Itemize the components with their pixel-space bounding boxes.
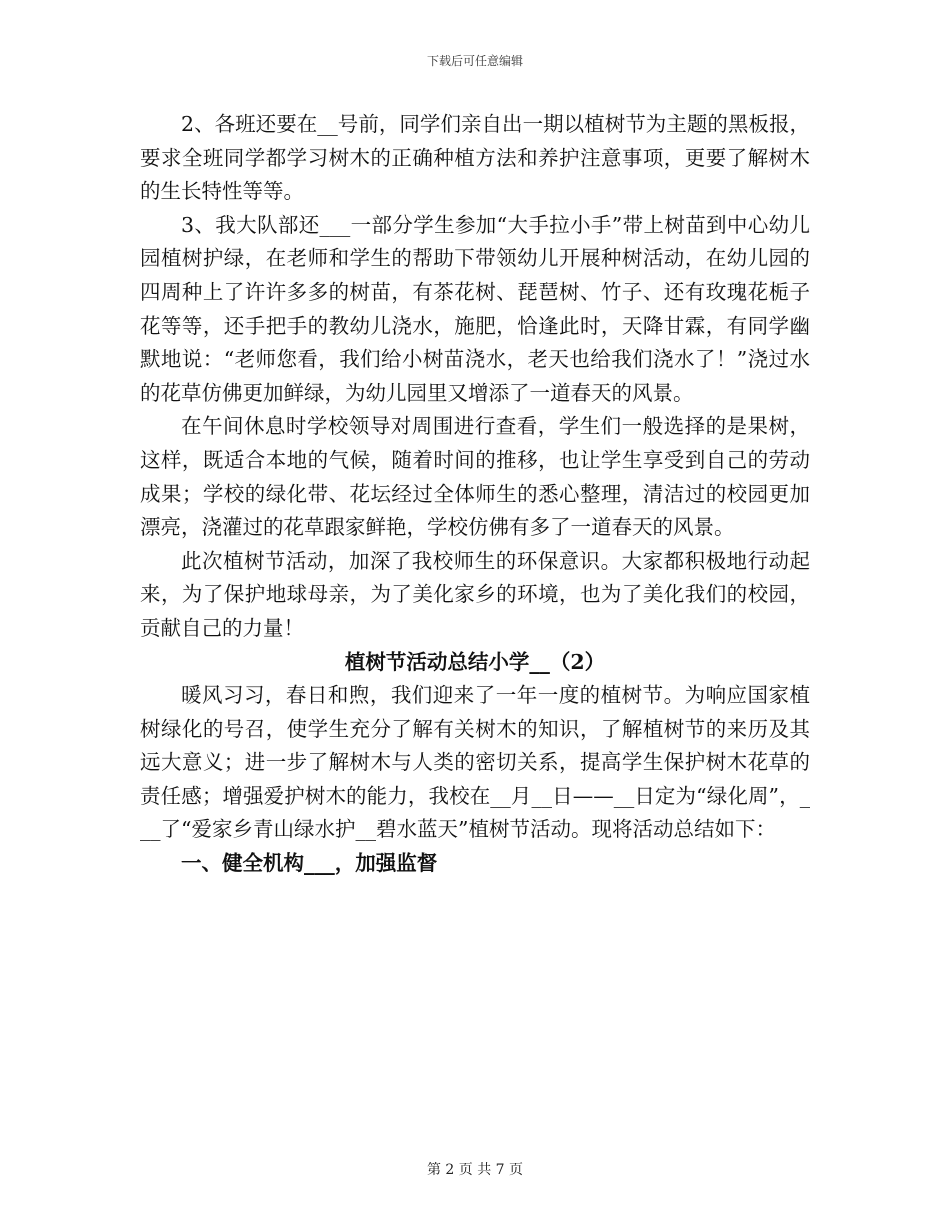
paragraph-campus: 在午间休息时学校领导对周围进行查看，学生们一般选择的是果树，这样，既适合本地的气候，随着时间的推移，也让学生享受到自己的劳动成果；学校的绿化带、花坛经过全体师生的悉心整理，清洁过的校园更加漂亮，浇灌过的花草跟家鲜艳，学校仿佛有多了一道春天的风景。 [140, 414, 810, 540]
paragraph-blackboard: 2、各班还要在__号前，同学们亲自出一期以植树节为主题的黑板报，要求全班同学都学习树木的正确种植方法和养护注意事项，更要了解树木的生长特性等等。 [140, 112, 810, 204]
paragraph-conclusion: 此次植树节活动，加深了我校师生的环保意识。大家都积极地行动起来，为了保护地球母亲，为了美化家乡的环境，也为了美化我们的校园，贡献自己的力量！ [140, 548, 810, 640]
page-header-note: 下载后可任意编辑 [426, 54, 523, 68]
paragraph-intro: 暖风习习，春日和煦，我们迎来了一年一度的植树节。为响应国家植树绿化的号召，使学生充分了解有关树木的知识，了解植树节的来历及其远大意义；进一步了解树木与人类的密切关系，提高学生保护树木花草的责任感；增强爱护树木的能力，我校在__月__日——__日定为“绿化周”，___了“爱家乡青山绿水护__碧水蓝天”植树节活动。现将活动总结如下： [140, 683, 810, 842]
heading-organization: 一、健全机构___，加强监督 [181, 851, 438, 876]
section-title: 植树节活动总结小学__（2） [344, 649, 606, 674]
paragraph-kindergarten: 3、我大队部还___一部分学生参加“大手拉小手”带上树苗到中心幼儿园植树护绿，在老师和学生的帮助下带领幼儿开展种树活动，在幼儿园的四周种上了许许多多的树苗，有茶花树、琵琶树、竹子、还有玫瑰花栀子花等等，还手把手的教幼儿浇水，施肥，恰逢此时，天降甘霖，有同学幽默地说：“老师您看，我们给小树苗浇水，老天也给我们浇水了！”浇过水的花草仿佛更加鲜绿，为幼儿园里又增添了一道春天的风景。 [140, 212, 810, 405]
page-footer-number: 第 2 页 共 7 页 [426, 1162, 524, 1178]
document-body [140, 108, 810, 881]
